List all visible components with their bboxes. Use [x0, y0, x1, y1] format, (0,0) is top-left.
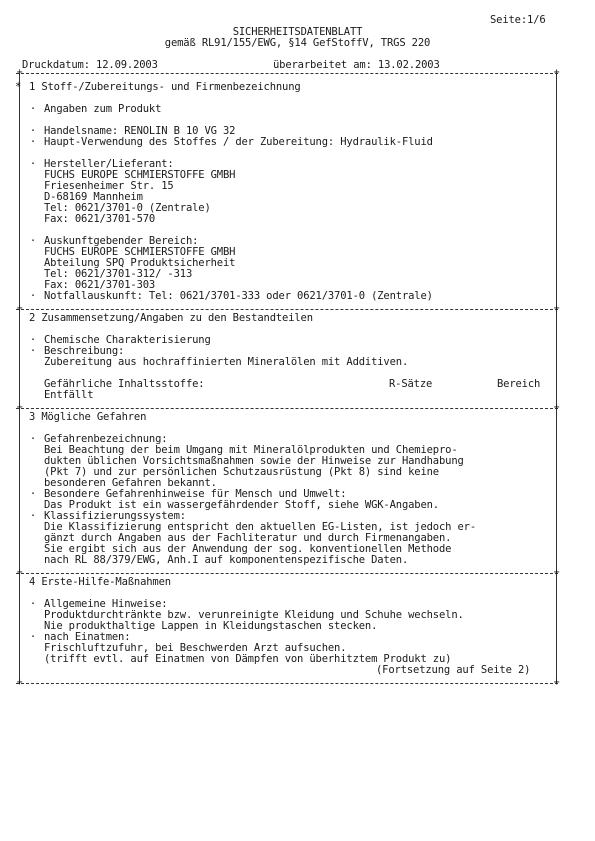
rule-corner: + [553, 402, 560, 413]
changed-marker: * [15, 81, 22, 93]
hazard-designation-line: Bei Beachtung der beim Umgang mit Mineralölprodukten und Chemiepro- [44, 444, 458, 456]
document-subtitle: gemäß RL91/155/EWG, §14 GefStoffV, TRGS 220 [164, 37, 431, 49]
section-3-title: 3 Mögliche Gefahren [29, 411, 147, 423]
rule-corner: + [16, 402, 23, 413]
info-dept-line: FUCHS EUROPE SCHMIERSTOFFE GMBH [44, 246, 236, 258]
manufacturer-line: Friesenheimer Str. 15 [44, 180, 174, 192]
general-advice-line: Produktdurchtränkte bzw. verunreinigte Kleidung und Schuhe wechseln. [44, 609, 464, 621]
rule-section-4 [16, 573, 558, 574]
description-text: Zubereitung aus hochraffinierten Mineralölen mit Additiven. [44, 356, 409, 368]
hazard-designation-line: dukten üblichen Vorsichtsmaßnahmen sowie der Hinweise zur Handhabung [44, 455, 464, 467]
manufacturer-line: Tel: 0621/3701-0 (Zentrale) [44, 202, 211, 214]
classification-line: gänzt durch Angaben aus der Fachliteratur und durch Firmenangaben. [44, 532, 452, 544]
bullet: · [29, 510, 37, 522]
document-title: SICHERHEITSDATENBLATT [232, 26, 363, 38]
rule-section-3 [16, 408, 558, 409]
bullet: · [29, 158, 37, 170]
info-dept-line: Tel: 0621/3701-312/ -313 [44, 268, 193, 280]
hazard-designation-line: (Pkt 7) und zur persönlichen Schutzausrüstung (Pkt 8) sind keine [44, 466, 439, 478]
not-applicable: Entfällt [44, 389, 94, 401]
hazard-designation-line: besonderen Gefahren bekannt. [44, 477, 217, 489]
bullet: · [29, 334, 37, 346]
bullet: · [29, 598, 37, 610]
classification-line: Die Klassifizierung entspricht den aktuellen EG-Listen, ist jedoch er- [44, 521, 477, 533]
r-phrases-header: R-Sätze [389, 378, 433, 390]
revision-date: überarbeitet am: 13.02.2003 [273, 59, 440, 71]
bullet: · [29, 488, 37, 500]
description-label: Beschreibung: [44, 345, 125, 357]
bullet: · [29, 103, 37, 115]
classification-label: Klassifizierungssystem: [44, 510, 186, 522]
section-4-title: 4 Erste-Hilfe-Maßnahmen [29, 576, 171, 588]
range-header: Bereich [497, 378, 541, 390]
inhalation-line: (trifft evtl. auf Einatmen von Dämpfen von überhitztem Produkt zu) [44, 653, 452, 665]
rule-corner: + [16, 677, 23, 688]
classification-line: nach RL 88/379/EWG, Anh.I auf komponentenspezifische Daten. [44, 554, 409, 566]
rule-corner: + [16, 67, 23, 78]
bullet: · [29, 290, 37, 302]
frame-left-border [19, 73, 20, 684]
classification-line: Sie ergibt sich aus der Anwendung der sog. konventionellen Methode [44, 543, 452, 555]
rule-corner: + [16, 567, 23, 578]
info-dept-line: Abteilung SPQ Produktsicherheit [44, 257, 236, 269]
rule-corner: + [16, 303, 23, 314]
general-advice-line: Nie produkthaltige Lappen in Kleidungstaschen stecken. [44, 620, 378, 632]
section-2-title: 2 Zusammensetzung/Angaben zu den Bestandteilen [29, 312, 313, 324]
rule-corner: + [553, 67, 560, 78]
emergency-contact: Notfallauskunft: Tel: 0621/3701-333 oder 0621/3701-0 (Zentrale) [44, 290, 433, 302]
inhalation-label: nach Einatmen: [44, 631, 131, 643]
bullet: · [29, 631, 37, 643]
hazard-designation-label: Gefahrenbezeichnung: [44, 433, 168, 445]
rule-corner: + [553, 677, 560, 688]
special-hazards-label: Besondere Gefahrenhinweise für Mensch und Umwelt: [44, 488, 347, 500]
bullet: · [29, 345, 37, 357]
rule-top [16, 73, 558, 74]
special-hazards-text: Das Produkt ist ein wassergefährdender Stoff, siehe WGK-Angaben. [44, 499, 439, 511]
info-dept-line: Fax: 0621/3701-303 [44, 279, 156, 291]
manufacturer-line: Fax: 0621/3701-570 [44, 213, 156, 225]
trade-name: Handelsname: RENOLIN B 10 VG 32 [44, 125, 236, 137]
general-advice-label: Allgemeine Hinweise: [44, 598, 168, 610]
manufacturer-line: FUCHS EUROPE SCHMIERSTOFFE GMBH [44, 169, 236, 181]
rule-corner: + [553, 303, 560, 314]
bullet: · [29, 125, 37, 137]
manufacturer-label: Hersteller/Lieferant: [44, 158, 174, 170]
manufacturer-line: D-68169 Mannheim [44, 191, 143, 203]
rule-bottom [16, 683, 558, 684]
hazardous-ingredients-label: Gefährliche Inhaltsstoffe: [44, 378, 205, 390]
print-date: Druckdatum: 12.09.2003 [22, 59, 158, 71]
bullet: · [29, 136, 37, 148]
continued-note: (Fortsetzung auf Seite 2) [376, 664, 531, 676]
frame-right-border [556, 73, 557, 684]
rule-corner: + [553, 567, 560, 578]
chemical-characterisation: Chemische Charakterisierung [44, 334, 211, 346]
inhalation-line: Frischluftzufuhr, bei Beschwerden Arzt aufsuchen. [44, 642, 347, 654]
main-use: Haupt-Verwendung des Stoffes / der Zubereitung: Hydraulik-Fluid [44, 136, 433, 148]
product-info-heading: Angaben zum Produkt [44, 103, 162, 115]
page-number: Seite:1/6 [490, 14, 546, 26]
bullet: · [29, 235, 37, 247]
section-1-title: 1 Stoff-/Zubereitungs- und Firmenbezeichnung [29, 81, 301, 93]
info-dept-label: Auskunftgebender Bereich: [44, 235, 199, 247]
bullet: · [29, 433, 37, 445]
rule-section-2 [16, 309, 558, 310]
